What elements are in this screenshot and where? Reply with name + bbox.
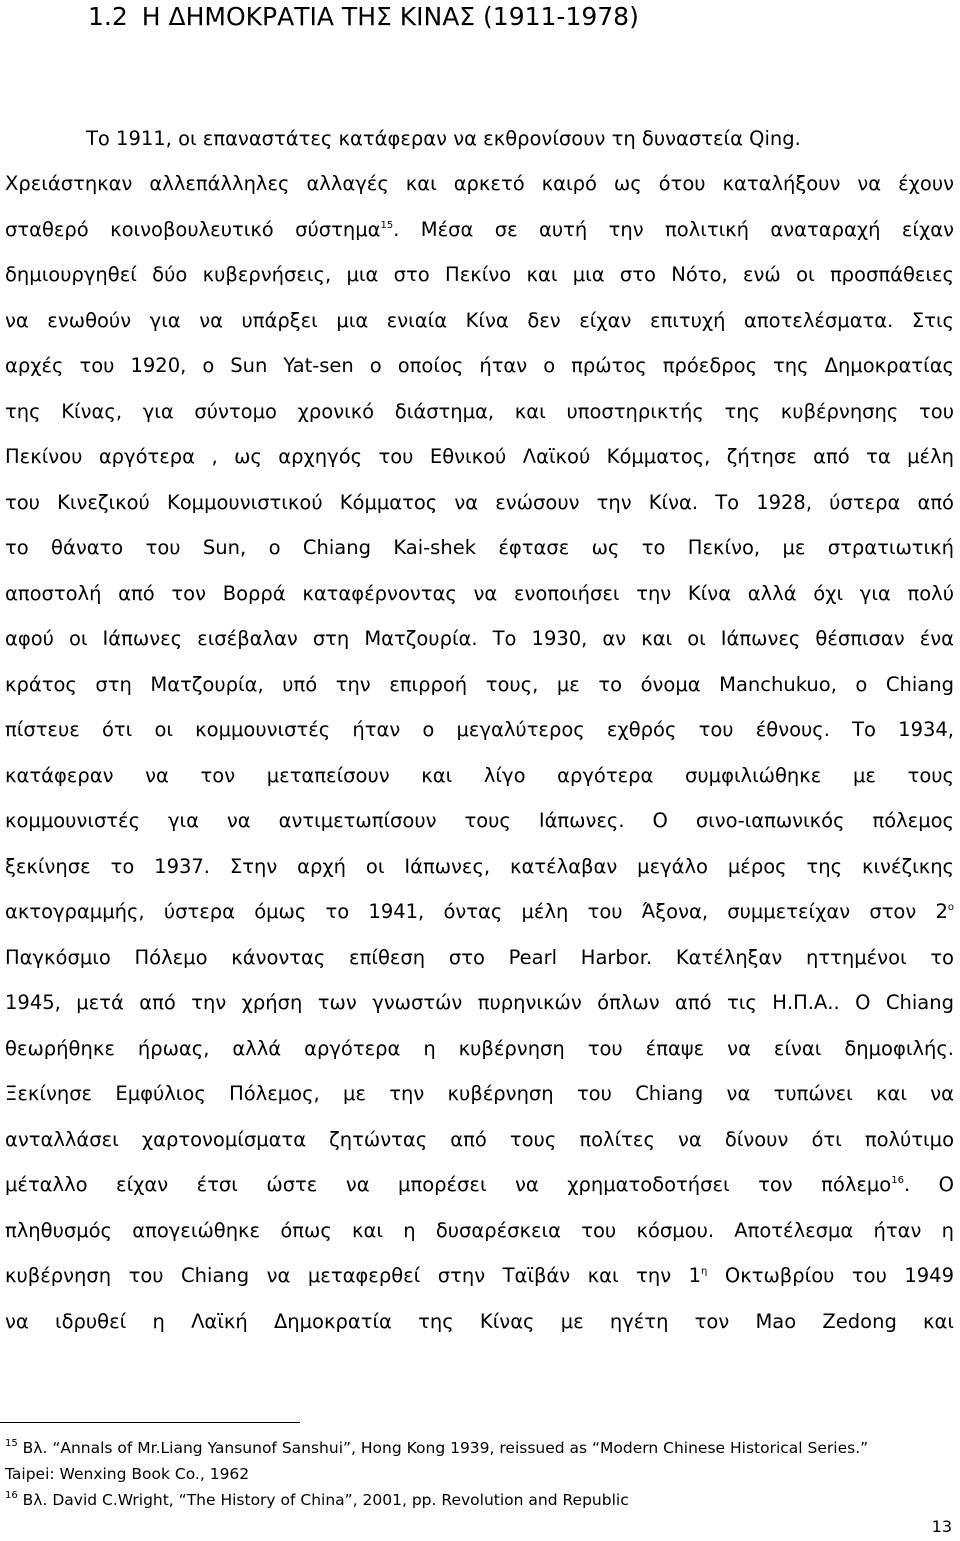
text-line: δημιουργηθεί δύο κυβερνήσεις, μια στο Πεκίνο και μια στο Νότο, ενώ οι προσπάθειες	[5, 263, 954, 286]
text-line: Το 1911, οι επαναστάτες κατάφεραν να εκθρονίσουν τη δυναστεία Qing.	[86, 127, 801, 150]
text-line: κυβέρνηση του Chiang να μεταφερθεί στην Ταϊβάν και την $1^\eta$ Οκτωβρίου του 1949	[5, 1264, 954, 1287]
ordinal-superscript: η	[701, 1265, 708, 1277]
text-line: της Κίνας, για σύντομο χρονικό διάστημα, και υποστηρικτής της κυβέρνησης του	[5, 400, 954, 423]
text-line: ανταλλάσει χαρτονομίσματα ζητώντας από τους πολίτες να δίνουν ότι πολύτιμο	[5, 1128, 954, 1151]
text-line: να ιδρυθεί η Λαϊκή Δημοκρατία της Κίνας με ηγέτη τον Mao Zedong και	[5, 1310, 954, 1333]
text-line: κράτος στη Ματζουρία, υπό την επιρροή τους, με το όνομα Manchukuo, ο Chiang	[5, 673, 954, 696]
ordinal-superscript: ο	[947, 901, 954, 913]
footnote-15-continued: Taipei: Wenxing Book Co., 1962	[5, 1465, 250, 1483]
footnote-separator	[0, 1422, 300, 1423]
text-line: μέταλλο είχαν έτσι ώστε να μπορέσει να χρηματοδοτήσει τον πόλεμο$^{16}$. Ο	[5, 1173, 955, 1196]
footnote-16: $^{16}$ Βλ. David C.Wright, “The History of China”, 2001, pp. Revolution and Republic	[5, 1489, 629, 1509]
footnote-ref: 16	[891, 1174, 904, 1186]
text-line: το θάνατο του Sun, ο Chiang Kai-shek έφτασε ως το Πεκίνο, με στρατιωτική	[5, 536, 954, 559]
text-line: θεωρήθηκε ήρωας, αλλά αργότερα η κυβέρνηση του έπαψε να είναι δημοφιλής.	[5, 1037, 954, 1060]
section-title: Η ΔΗΜΟΚΡΑΤΙΑ ΤΗΣ ΚΙΝΑΣ (1911-1978)	[141, 2, 639, 31]
text-line: αρχές του 1920, ο Sun Yat-sen ο οποίος ήταν ο πρώτος πρόεδρος της Δημοκρατίας	[5, 354, 954, 377]
text-line: Πεκίνου αργότερα , ως αρχηγός του Εθνικού Λαϊκού Κόμματος, ζήτησε από τα μέλη	[5, 445, 954, 468]
text-line: ακτογραμμής, ύστερα όμως το 1941, όντας μέλη του Άξονα, συμμετείχαν στον $2^o$	[5, 900, 954, 923]
text-line: κατάφεραν να τον μεταπείσουν και λίγο αργότερα συμφιλιώθηκε με τους	[5, 764, 954, 787]
text-line: αποστολή από τον Βορρά καταφέρνοντας να ενοποιήσει την Κίνα αλλά όχι για πολύ	[5, 582, 954, 605]
footnote-ref: 15	[380, 219, 394, 231]
text-line: του Κινεζικού Κομμουνιστικού Κόμματος να ενώσουν την Κίνα. Το 1928, ύστερα από	[5, 491, 954, 514]
section-heading	[88, 1, 639, 33]
section-number: 1.2	[88, 2, 128, 31]
text-line: κομμουνιστές για να αντιμετωπίσουν τους Ιάπωνες. Ο σινο-ιαπωνικός πόλεμος	[5, 809, 954, 832]
text-line: ξεκίνησε το 1937. Στην αρχή οι Ιάπωνες, κατέλαβαν μεγάλο μέρος της κινέζικης	[5, 855, 954, 878]
text-line: Παγκόσμιο Πόλεμο κάνοντας επίθεση στο Pearl Harbor. Κατέληξαν ηττημένοι το	[5, 946, 954, 969]
text-line: 1945, μετά από την χρήση των γνωστών πυρηνικών όπλων από τις Η.Π.Α.. Ο Chiang	[5, 991, 954, 1014]
page-number: 13	[931, 1517, 952, 1536]
text-line: πίστευε ότι οι κομμουνιστές ήταν ο μεγαλύτερος εχθρός του έθνους. Το 1934,	[5, 718, 954, 741]
text-line: Χρειάστηκαν αλλεπάλληλες αλλαγές και αρκετό καιρό ως ότου καταλήξουν να έχουν	[5, 172, 954, 195]
text-line: να ενωθούν για να υπάρξει μια ενιαία Κίνα δεν είχαν επιτυχή αποτελέσματα. Στις	[5, 309, 954, 332]
footnote-15: $^{15}$ Βλ. “Annals of Mr.Liang Yansunof Sanshui”, Hong Kong 1939, reissued as “Modern Chinese Historical Series.”	[5, 1437, 869, 1457]
text-line: Ξεκίνησε Εμφύλιος Πόλεμος, με την κυβέρνηση του Chiang να τυπώνει και να	[5, 1082, 954, 1105]
text-line: πληθυσμός απογειώθηκε όπως και η δυσαρέσκεια του κόσμου. Αποτέλεσμα ήταν η	[5, 1219, 954, 1242]
text-line: σταθερό κοινοβουλευτικό σύστημα$^{15}$. Μέσα σε αυτή την πολιτική αναταραχή είχαν	[5, 218, 954, 241]
text-line: αφού οι Ιάπωνες εισέβαλαν στη Ματζουρία. Το 1930, αν και οι Ιάπωνες θέσπισαν ένα	[5, 627, 954, 650]
